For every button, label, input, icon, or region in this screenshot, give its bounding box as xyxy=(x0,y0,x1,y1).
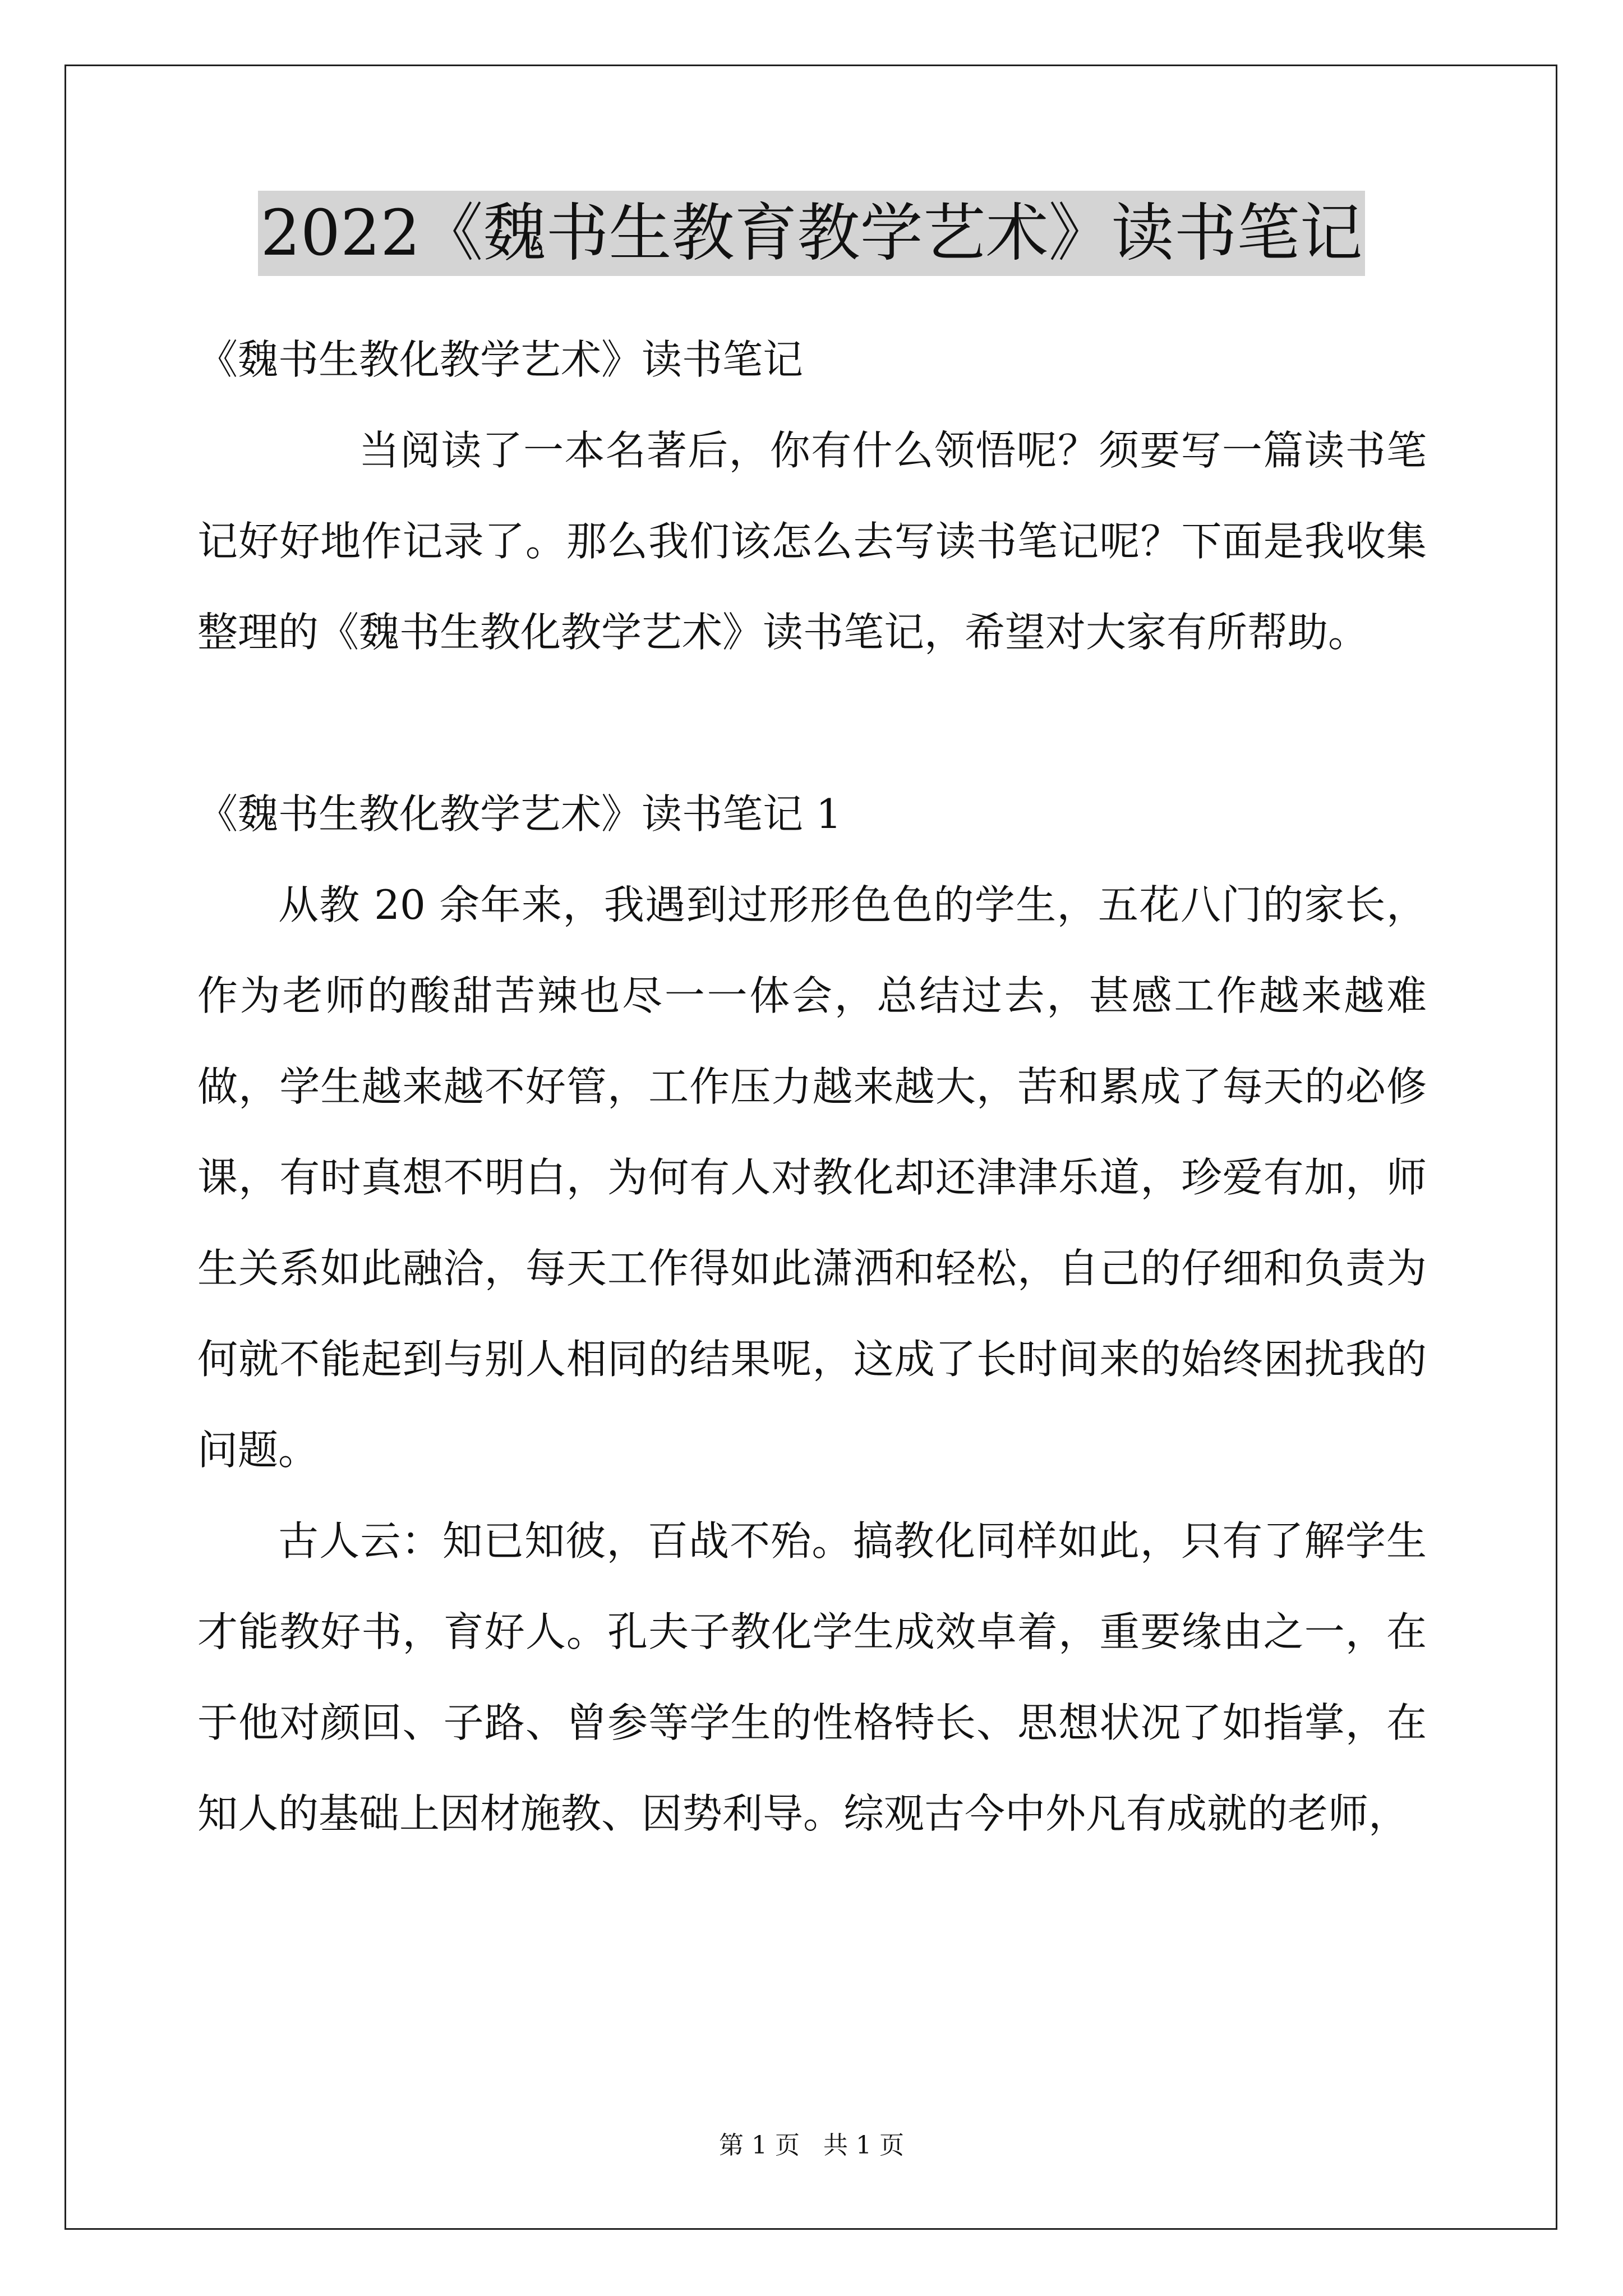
body-paragraph: 从教 20 余年来，我遇到过形形色色的学生，五花八门的家长，作为老师的酸甜苦辣也尽一一体会，总结过去，甚感工作越来越难做，学生越来越不好管，工作压力越来越大，苦和累成了每天的必修课，有时真想不明白，为何有人对教化却还津津乐道，珍爱有加，师生关系如此融洽，每天工作得如此潇洒和轻松，自己的仔细和负责为何就不能起到与别人相同的结果呢，这成了长时间来的始终困扰我的问题。 xyxy=(197,881,1427,1474)
body-paragraph: 古人云：知已知彼，百战不殆。搞教化同样如此，只有了解学生才能教好书，育好人。孔夫子教化学生成效卓着，重要缘由之一，在于他对颜回、子路、曾参等学生的性格特长、思想状况了如指掌，在知人的基础上因材施教、因势利导。综观古今中外凡有成就的老师， xyxy=(197,1517,1427,1837)
page-footer: 第 1 页 共 1 页 xyxy=(719,2131,904,2160)
section-spacer xyxy=(197,678,1427,769)
title-container xyxy=(0,191,1623,276)
document-title: 2022《魏书生教育教学艺术》读书笔记 xyxy=(258,191,1364,276)
document-body xyxy=(197,314,1427,1859)
section-heading: 《魏书生教化教学艺术》读书笔记 1 xyxy=(197,790,842,838)
document-subtitle: 《魏书生教化教学艺术》读书笔记 xyxy=(197,336,804,383)
intro-paragraph: 当阅读了一本名著后，你有什么领悟呢？须要写一篇读书笔记好好地作记录了。那么我们该怎么去写读书笔记呢？下面是我收集整理的《魏书生教化教学艺术》读书笔记，希望对大家有所帮助。 xyxy=(197,427,1427,656)
